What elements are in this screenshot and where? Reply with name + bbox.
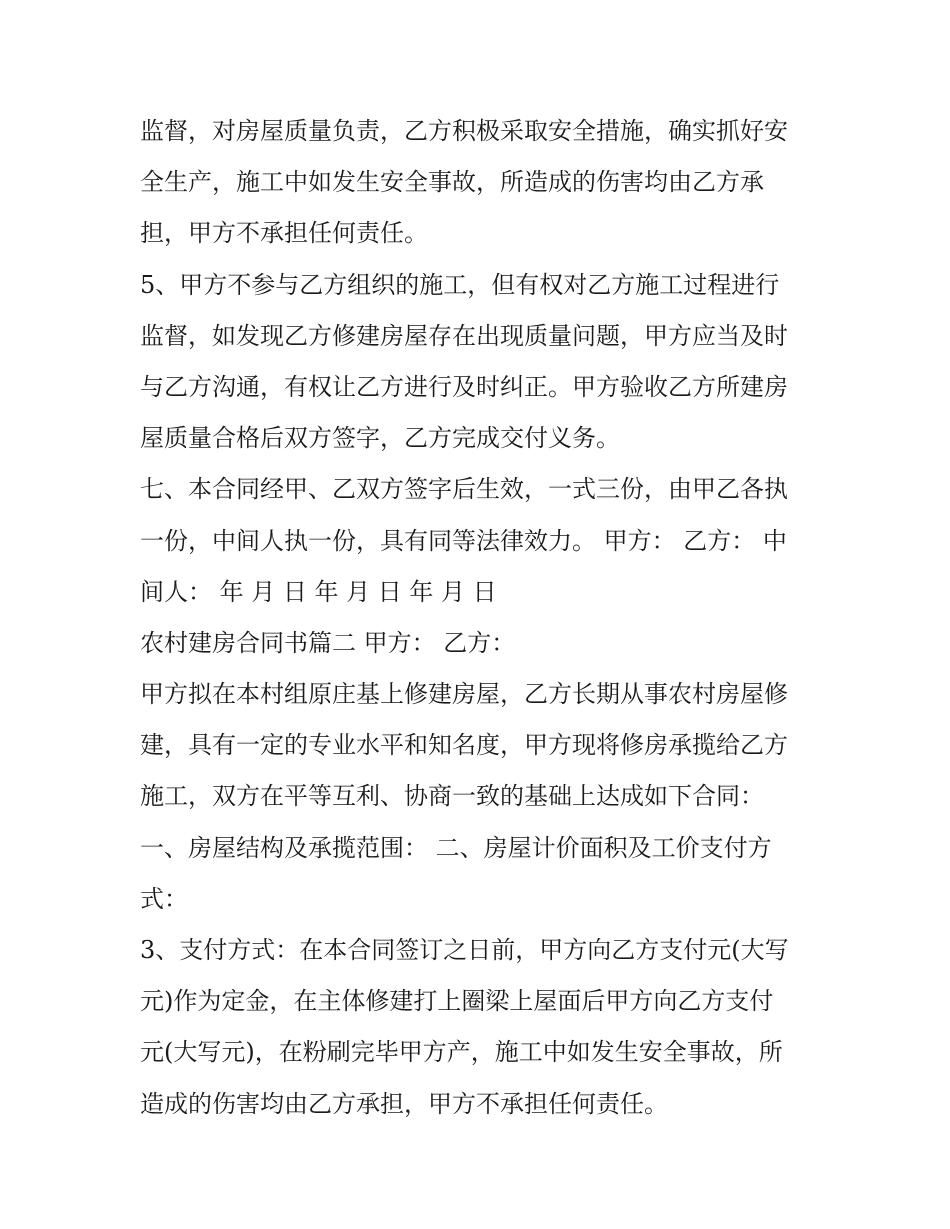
text-line: 监督，如发现乙方修建房屋存在出现质量问题，甲方应当及时 <box>140 321 788 350</box>
document-body <box>140 106 820 1130</box>
text-line: 一份，中间人执一份，具有同等法律效力。 甲方： 乙方： 中 <box>140 526 787 555</box>
text-line: 全生产，施工中如发生安全事故，所造成的伤害均由乙方承 <box>140 168 764 197</box>
text-line: 元(大写元)，在粉刷完毕甲方产，施工中如发生安全事故，所 <box>140 1038 783 1067</box>
text-line: 农村建房合同书篇二 甲方： 乙方： <box>140 628 516 657</box>
text-line: 造成的伤害均由乙方承担，甲方不承担任何责任。 <box>140 1089 668 1118</box>
text-line: 间人： 年 月 日 年 月 日 年 月 日 <box>140 577 497 606</box>
text-line: 七、本合同经甲、乙双方签字后生效，一式三份，由甲乙各执 <box>140 475 788 504</box>
text-line: 元)作为定金，在主体修建打上圈梁上屋面后甲方向乙方支付 <box>140 987 774 1016</box>
text-line: 监督，对房屋质量负责，乙方积极采取安全措施，确实抓好安 <box>140 117 788 145</box>
text-line: 甲方拟在本村组原庄基上修建房屋，乙方长期从事农村房屋修 <box>140 680 788 709</box>
text-line: 3、支付方式：在本合同签订之日前，甲方向乙方支付元(大写 <box>140 936 789 964</box>
text-line: 一、房屋结构及承揽范围： 二、房屋计价面积及工价支付方 <box>140 833 772 862</box>
text-line: 与乙方沟通，有权让乙方进行及时纠正。甲方验收乙方所建房 <box>140 372 788 401</box>
text-line: 担，甲方不承担任何责任。 <box>140 219 428 248</box>
text-line: 建，具有一定的专业水平和知名度，甲方现将修房承揽给乙方 <box>140 731 788 760</box>
text-line: 式： <box>140 884 188 913</box>
text-line: 屋质量合格后双方签字，乙方完成交付义务。 <box>140 424 620 453</box>
text-line: 施工，双方在平等互利、协商一致的基础上达成如下合同： <box>140 782 764 811</box>
text-line: 5、甲方不参与乙方组织的施工，但有权对乙方施工过程进行 <box>140 270 780 299</box>
